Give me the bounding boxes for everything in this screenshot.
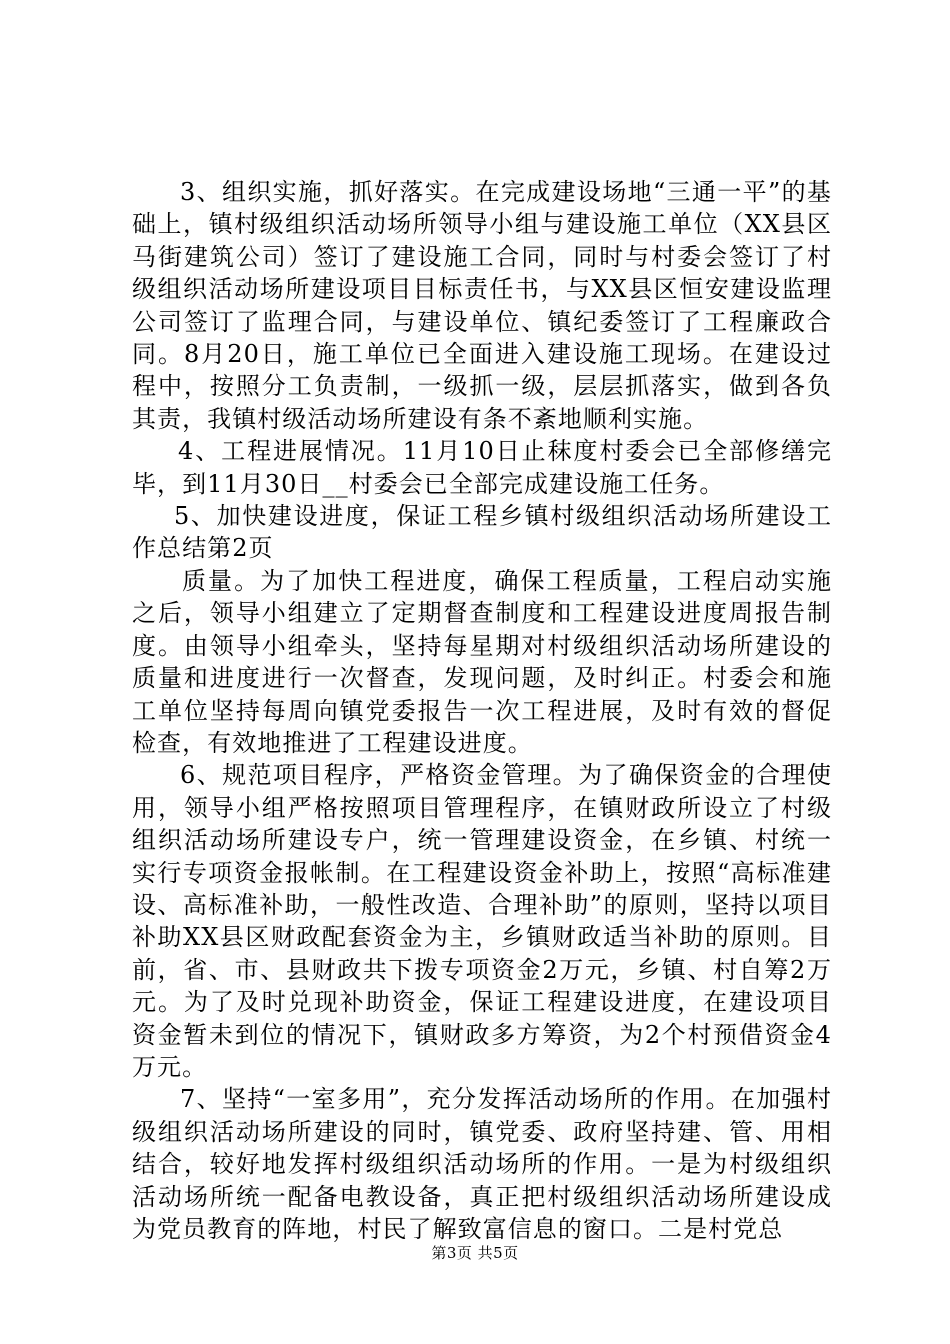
document-body (132, 176, 832, 1245)
paragraph-5-speed-up-construction: 5、加快建设进度，保证工程乡镇村级组织活动场所建设工作总结第2页 (132, 502, 832, 563)
paragraph-6-funds-management: 6、规范项目程序，严格资金管理。为了确保资金的合理使用，领导小组严格按照项目管理程序，在镇财政所设立了村级组织活动场所建设专户，统一管理建设资金，在乡镇、村统一实行专项资金报帐制。在工程建设资金补助上，按照“高标准建设、高标准补助，一般性改造、合理补助”的原则，坚持以项目补助XX县区财政配套资金为主，乡镇财政适当补助的原则。目前，省、市、县财政共下拨专项资金2万元，乡镇、村自筹2万元。为了及时兑现补助资金，保证工程建设进度，在建设项目资金暂未到位的情况下，镇财政多方筹资，为2个村预借资金4万元。 (132, 761, 832, 1081)
paragraph-quality-continuation: 质量。为了加快工程进度，确保工程质量，工程启动实施之后，领导小组建立了定期督查制度和工程建设进度周报告制度。由领导小组牵头，坚持每星期对村级组织活动场所建设的质量和进度进行一次督查，发现问题，及时纠正。村委会和施工单位坚持每周向镇党委报告一次工程进展，及时有效的督促检查，有效地推进了工程建设进度。 (132, 566, 832, 757)
paragraph-4-project-progress: 4、工程进展情况。11月10日止秣度村委会已全部修缮完毕，到11月30日__村委会已全部完成建设施工任务。 (132, 437, 832, 498)
page-number-footer: 第3页 共5页 (431, 1244, 519, 1262)
paragraph-3-organize-implement: 3、组织实施，抓好落实。在完成建设场地“三通一平”的基础上，镇村级组织活动场所领导小组与建设施工单位（XX县区马街建筑公司）签订了建设施工合同，同时与村委会签订了村级组织活动场所建设项目目标责任书，与XX县区恒安建设监理公司签订了监理合同，与建设单位、镇纪委签订了工程廉政合同。8月20日，施工单位已全面进入建设施工现场。在建设过程中，按照分工负责制，一级抓一级，层层抓落实，做到各负其责，我镇村级活动场所建设有条不紊地顺利实施。 (132, 178, 832, 433)
paragraph-7-multi-use: 7、坚持“一室多用”，充分发挥活动场所的作用。在加强村级组织活动场所建设的同时，镇党委、政府坚持建、管、用相结合，较好地发挥村级组织活动场所的作用。一是为村级组织活动场所统一配备电教设备，真正把村级组织活动场所建设成为党员教育的阵地，村民了解致富信息的窗口。二是村党总 (132, 1085, 832, 1243)
